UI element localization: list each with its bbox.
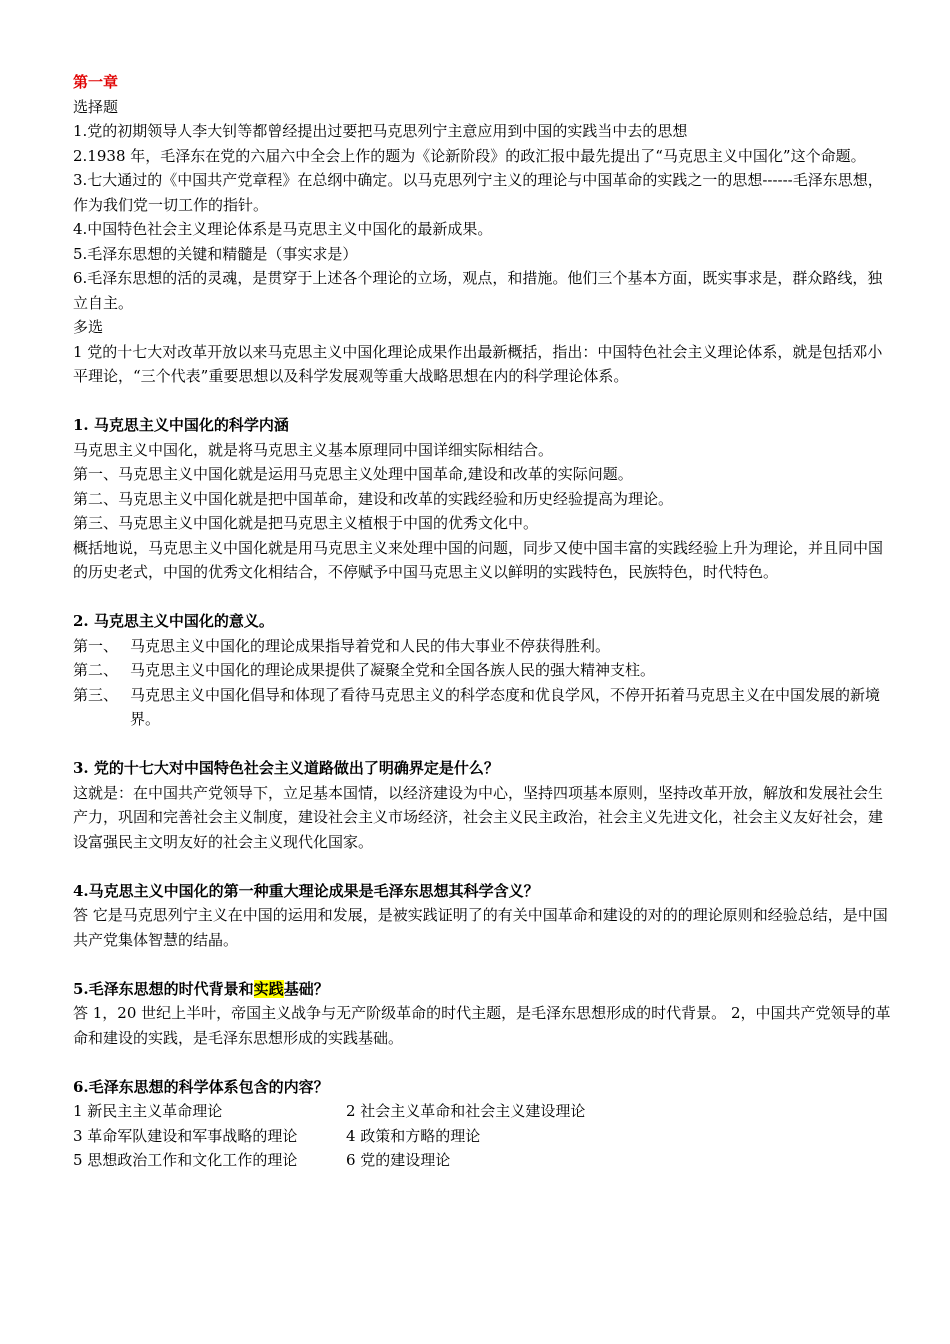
section-multi-heading: 多选 [73,318,104,336]
item-text: 马克思主义中国化倡导和体现了看待马克思主义的科学态度和优良学风，不停开拓着马克思主义在中国发展的新境界。 [130,685,881,728]
question-4-body: 答 它是马克思列宁主义在中国的运用和发展，是被实践证明了的有关中国革命和建设的对的的理论原则和经验总结，是中国共产党集体智慧的结晶。 [73,906,888,949]
choice-item: 4.中国特色社会主义理论体系是马克思主义中国化的最新成果。 [73,220,493,238]
list-item: 5 思想政治工作和文化工作的理论 [73,1151,298,1169]
question-1-line: 第二、马克思主义中国化就是把中国革命，建设和改革的实践经验和历史经验提高为理论。 [73,489,674,508]
document-page [73,70,893,1173]
spacer [73,1050,893,1075]
question-2-title: 2. 马克思主义中国化的意义。 [73,612,274,630]
question-3-title: 3. 党的十七大对中国特色社会主义道路做出了明确界定是什么？ [73,759,499,777]
title-text: 5.毛泽东思想的时代背景和 [73,979,254,998]
question-1-line: 马克思主义中国化，就是将马克思主义基本原理同中国详细实际相结合。 [73,440,554,459]
item-label: 第二、 [73,661,119,679]
question-1-line: 第三、马克思主义中国化就是把马克思主义植根于中国的优秀文化中。 [73,514,539,532]
question-3-body: 这就是：在中国共产党领导下，立足基本国情，以经济建设为中心，坚持四项基本原则，坚持改革开放，解放和发展社会生产力，巩固和完善社会主义制度，建设社会主义市场经济，社会主义民主政治，社会主义先进文化，社会主义友好社会，建设富强民主文明友好的社会主义现代化国家。 [73,783,884,851]
question-2-item [73,658,893,683]
chapter-title: 第一章 [73,73,119,91]
title-text: 基础？ [283,979,329,998]
spacer [73,854,893,879]
question-6-row [73,1124,893,1149]
choice-item: 2.1938 年，毛泽东在党的六届六中全会上作的题为《论新阶段》的政汇报中最先提出了“马克思主义中国化”这个命题。 [73,146,866,165]
question-1-line: 第一、马克思主义中国化就是运用马克思主义处理中国革命,建设和改革的实际问题。 [73,465,633,483]
item-label: 第三、 [73,685,119,704]
question-6-title: 6.毛泽东思想的科学体系包含的内容？ [73,1077,329,1096]
spacer [73,732,893,757]
question-2-item [73,634,893,659]
spacer [73,389,893,414]
multi-item: 1 党的十七大对改革开放以来马克思主义中国化理论成果作出最新概括，指出：中国特色社会主义理论体系，就是包括邓小平理论，“三个代表”重要思想以及科学发展观等重大战略思想在内的科学理论体系。 [73,342,883,385]
item-text: 马克思主义中国化的理论成果指导着党和人民的伟大事业不停获得胜利。 [130,636,611,655]
question-6-row [73,1099,893,1124]
spacer [73,585,893,610]
list-item: 6 党的建设理论 [346,1151,451,1169]
choice-item: 1.党的初期领导人李大钊等都曾经提出过要把马克思列宁主意应用到中国的实践当中去的思想 [73,122,688,140]
question-1-title: 1. 马克思主义中国化的科学内涵 [73,416,289,434]
list-item: 2 社会主义革命和社会主义建设理论 [346,1102,586,1120]
question-2-item [73,683,893,732]
list-item: 4 政策和方略的理论 [346,1126,481,1145]
list-item: 3 革命军队建设和军事战略的理论 [73,1126,298,1145]
question-6-row [73,1148,893,1173]
item-text: 马克思主义中国化的理论成果提供了凝聚全党和全国各族人民的强大精神支柱。 [130,661,656,679]
question-5-title [73,977,893,1002]
question-1-line: 概括地说，马克思主义中国化就是用马克思主义来处理中国的问题，同步又使中国丰富的实践经验上升为理论，并且同中国的历史老式，中国的优秀文化相结合，不停赋予中国马克思主义以鲜明的实践特色，民族特色，时代特色。 [73,538,884,581]
question-5-body: 答 1，20 世纪上半叶，帝国主义战争与无产阶级革命的时代主题，是毛泽东思想形成的时代背景。 2，中国共产党领导的革命和建设的实践，是毛泽东思想形成的实践基础。 [73,1004,891,1047]
item-label: 第一、 [73,636,119,655]
highlighted-text: 实践 [253,979,284,998]
choice-item: 6.毛泽东思想的活的灵魂，是贯穿于上述各个理论的立场，观点，和措施。他们三个基本方面，既实事求是，群众路线，独立自主。 [73,269,883,312]
choice-item: 5.毛泽东思想的关键和精髓是（事实求是） [73,244,358,263]
question-4-title: 4.马克思主义中国化的第一种重大理论成果是毛泽东思想其科学含义？ [73,881,539,900]
section-choice-heading: 选择题 [73,97,119,116]
choice-item: 3.七大通过的《中国共产党章程》在总纲中确定。以马克思列宁主义的理论与中国革命的实践之一的思想------毛泽东思想，作为我们党一切工作的指针。 [73,171,883,214]
list-item: 1 新民主主义革命理论 [73,1102,223,1120]
spacer [73,952,893,977]
